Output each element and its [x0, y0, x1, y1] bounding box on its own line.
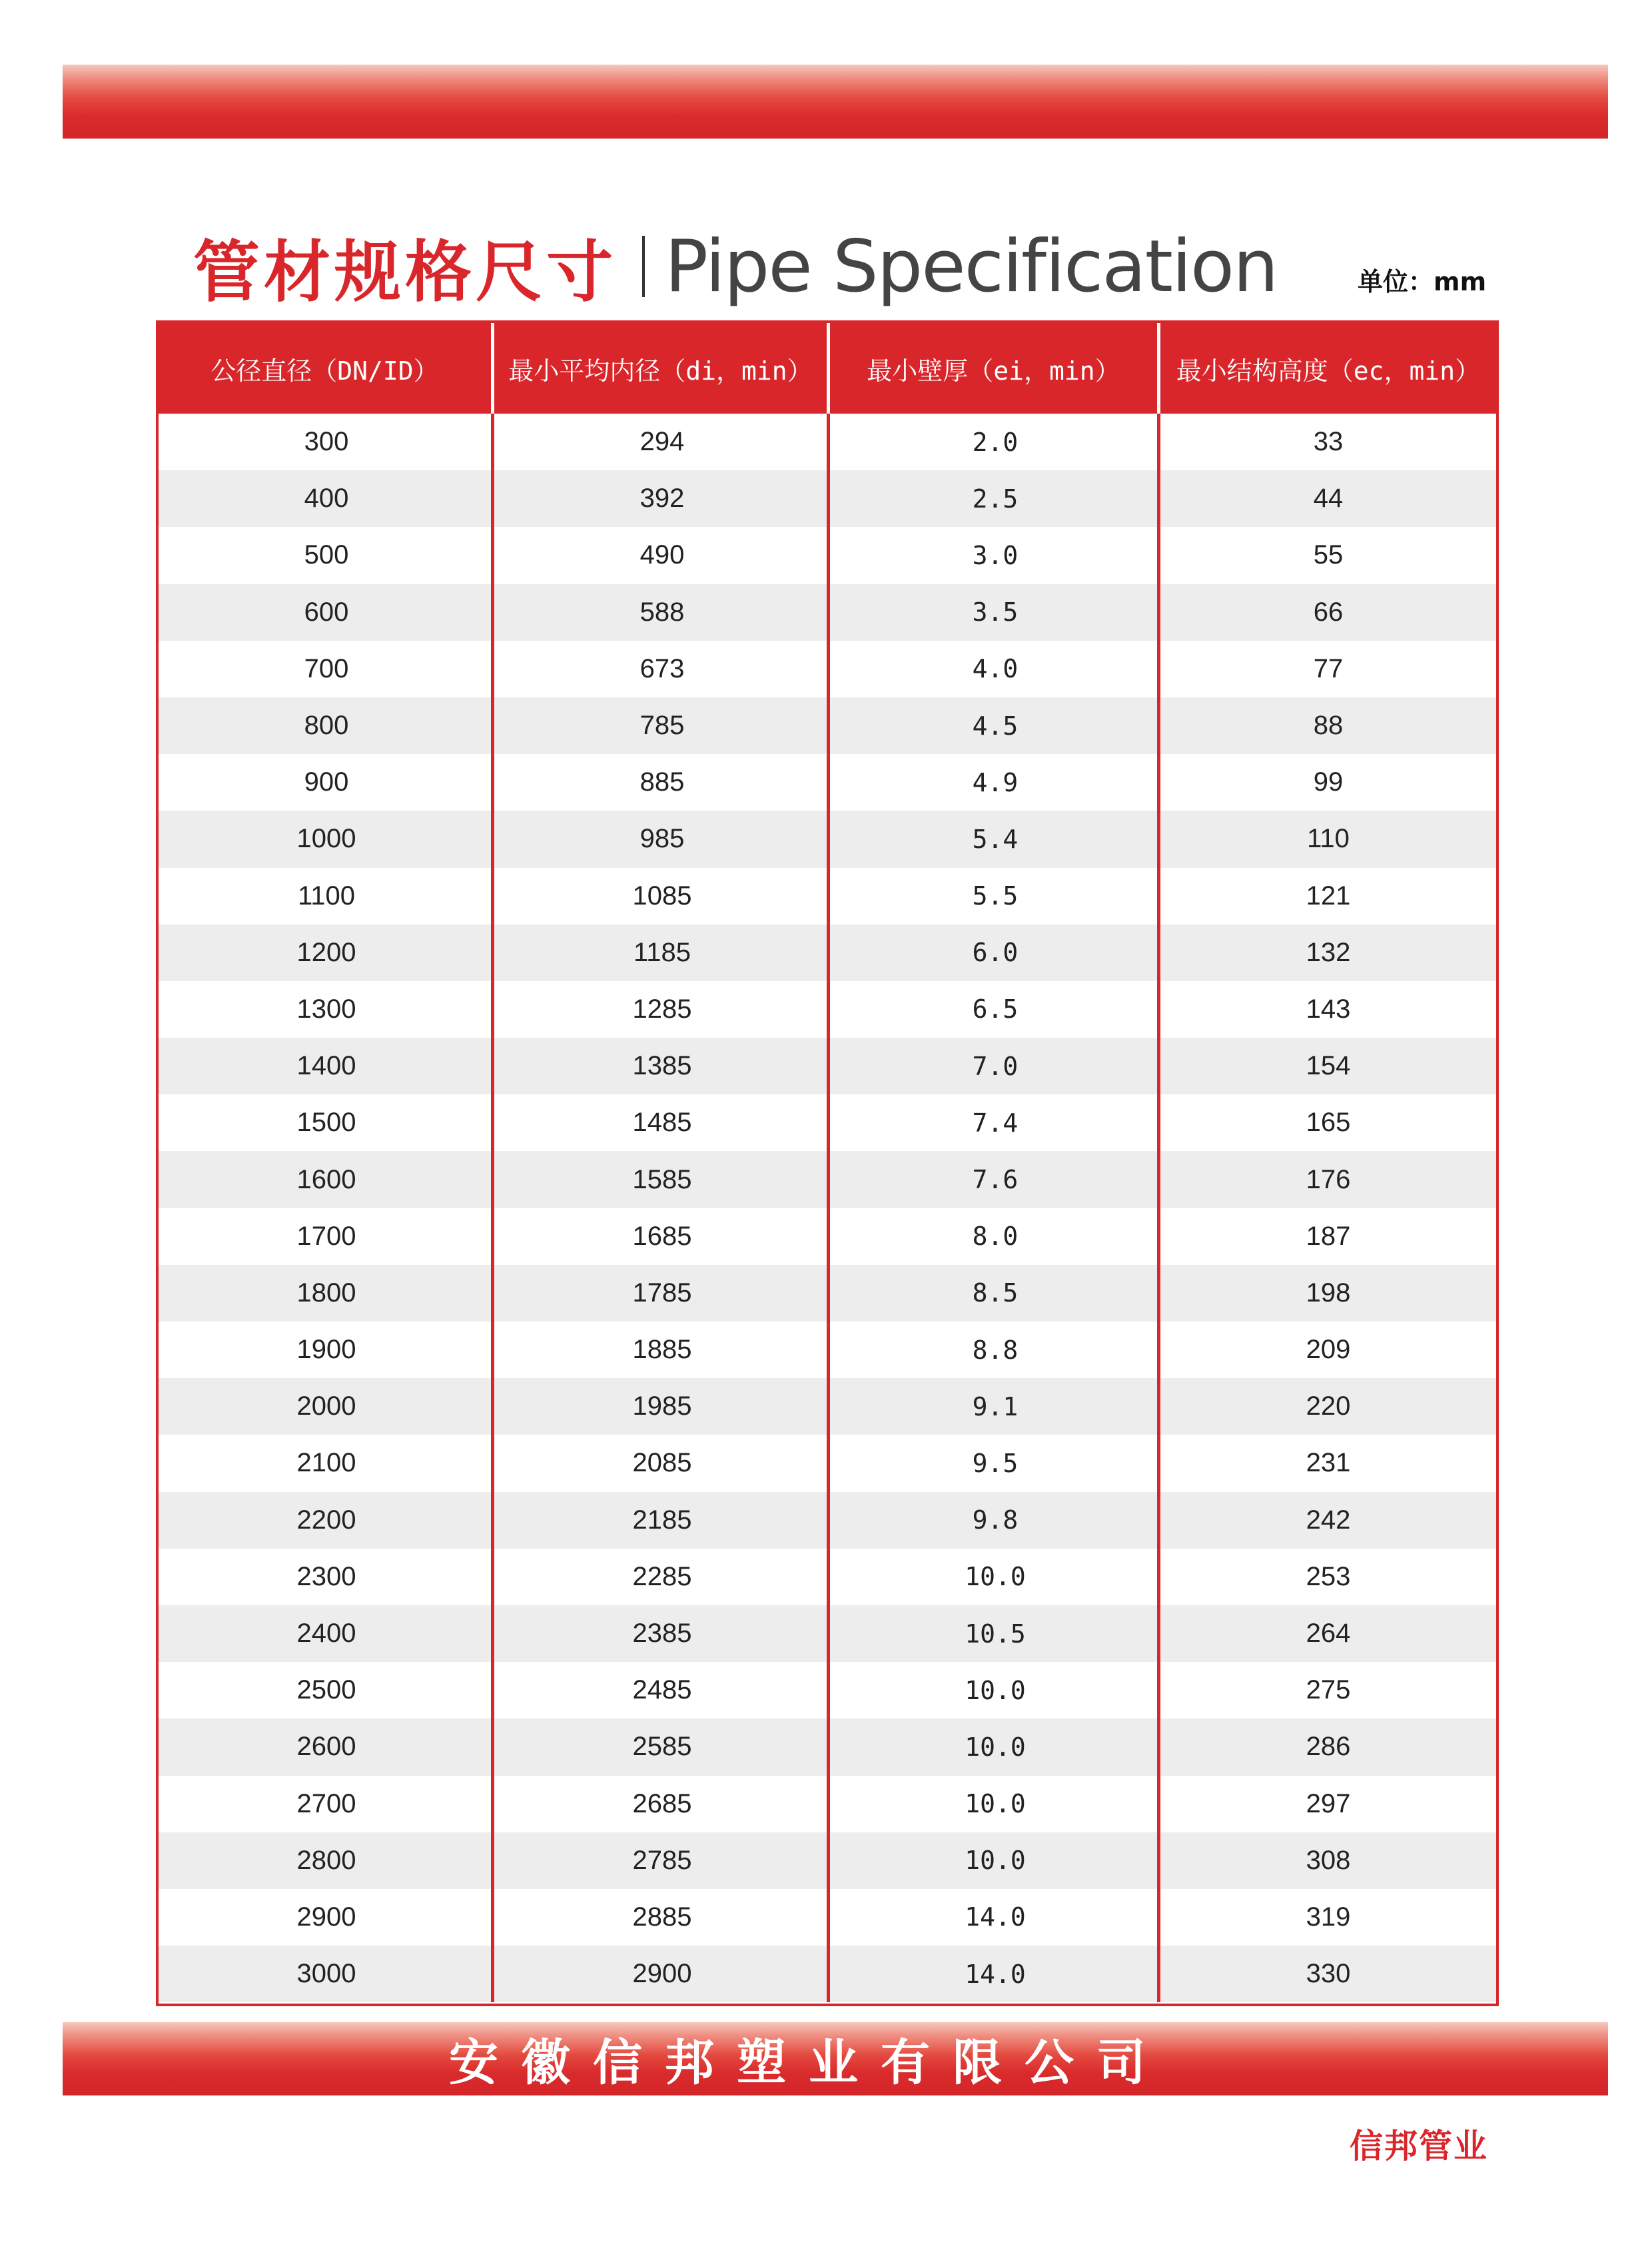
cell-min-wall-thickness: 10.0: [965, 1789, 1026, 1819]
header-min-wall-thickness: 最小壁厚（ei，min）: [830, 323, 1160, 414]
cell-min-wall-thickness: 8.5: [972, 1278, 1019, 1308]
cell-nominal-diameter: 1700: [296, 1221, 356, 1251]
cell-nominal-diameter: 2500: [296, 1675, 356, 1705]
cell-min-wall-thickness: 4.0: [972, 654, 1019, 684]
cell-min-wall-thickness: 3.5: [972, 597, 1019, 627]
cell-min-wall-thickness: 6.5: [972, 994, 1019, 1024]
cell-min-inner-diameter: 885: [639, 767, 685, 797]
cell-min-inner-diameter: 985: [639, 824, 685, 854]
table-header-row: [159, 323, 1496, 414]
cell-min-wall-thickness: 10.0: [965, 1732, 1026, 1762]
page-title-chinese: 管材规格尺寸: [193, 233, 617, 311]
cell-min-structure-height: 110: [1307, 824, 1350, 854]
cell-min-structure-height: 242: [1306, 1505, 1351, 1535]
cell-min-inner-diameter: 2685: [632, 1788, 692, 1818]
cell-min-wall-thickness: 10.5: [965, 1619, 1026, 1649]
cell-min-structure-height: 220: [1306, 1391, 1351, 1421]
header-nominal-diameter: 公径直径（DN/ID）: [159, 323, 494, 414]
cell-min-wall-thickness: 4.9: [972, 767, 1019, 797]
cell-min-wall-thickness: 3.0: [972, 540, 1019, 570]
cell-min-inner-diameter: 1685: [632, 1221, 692, 1251]
cell-min-wall-thickness: 10.0: [965, 1562, 1026, 1592]
cell-nominal-diameter: 1200: [296, 937, 356, 967]
spec-table: [156, 320, 1499, 2006]
cell-nominal-diameter: 3000: [296, 1959, 356, 1989]
cell-min-inner-diameter: 1585: [632, 1164, 692, 1194]
cell-min-structure-height: 308: [1306, 1845, 1351, 1875]
cell-min-structure-height: 187: [1306, 1221, 1351, 1251]
cell-min-inner-diameter: 785: [639, 711, 685, 741]
cell-min-wall-thickness: 14.0: [965, 1902, 1026, 1932]
cell-min-inner-diameter: 1285: [632, 994, 692, 1024]
cell-min-inner-diameter: 490: [639, 540, 685, 570]
cell-min-wall-thickness: 9.1: [972, 1391, 1019, 1421]
header-min-inner-diameter: 最小平均内径（di，min）: [494, 323, 830, 414]
cell-min-wall-thickness: 7.4: [972, 1108, 1019, 1138]
cell-min-wall-thickness: 6.0: [972, 938, 1019, 968]
cell-nominal-diameter: 1600: [296, 1164, 356, 1194]
cell-min-inner-diameter: 673: [639, 653, 685, 683]
cell-nominal-diameter: 1300: [296, 994, 356, 1024]
cell-nominal-diameter: 300: [304, 427, 349, 457]
cell-nominal-diameter: 1000: [296, 824, 356, 854]
cell-min-structure-height: 132: [1306, 937, 1351, 967]
cell-min-wall-thickness: 10.0: [965, 1675, 1026, 1705]
cell-nominal-diameter: 1100: [297, 881, 355, 911]
cell-min-wall-thickness: 5.5: [972, 881, 1019, 911]
cell-min-structure-height: 253: [1306, 1561, 1351, 1591]
cell-min-wall-thickness: 7.6: [972, 1165, 1019, 1195]
cell-nominal-diameter: 2400: [296, 1619, 356, 1649]
cell-min-wall-thickness: 7.0: [972, 1051, 1019, 1081]
cell-nominal-diameter: 400: [304, 484, 349, 514]
cell-nominal-diameter: 500: [304, 540, 349, 570]
company-name: 安徽信邦塑业有限公司: [449, 2034, 1168, 2091]
cell-min-inner-diameter: 2885: [632, 1902, 692, 1932]
cell-min-structure-height: 209: [1306, 1335, 1351, 1365]
cell-min-wall-thickness: 2.0: [972, 427, 1019, 457]
cell-min-inner-diameter: 294: [639, 427, 685, 457]
cell-min-wall-thickness: 9.5: [972, 1448, 1019, 1478]
brand-logo-text: 信邦管业: [1350, 2127, 1488, 2165]
cell-nominal-diameter: 2800: [296, 1845, 356, 1875]
cell-min-structure-height: 44: [1313, 484, 1344, 514]
column-divider: [491, 414, 494, 2002]
cell-min-structure-height: 286: [1306, 1732, 1351, 1762]
cell-nominal-diameter: 2700: [296, 1788, 356, 1818]
cell-min-inner-diameter: 2785: [632, 1845, 692, 1875]
cell-min-structure-height: 275: [1306, 1675, 1351, 1705]
cell-min-inner-diameter: 1085: [632, 881, 692, 911]
table-body: [159, 414, 1496, 2002]
unit-label: 单位：mm: [1358, 267, 1487, 296]
cell-min-inner-diameter: 2185: [632, 1505, 692, 1535]
cell-min-inner-diameter: 1485: [632, 1108, 692, 1138]
cell-min-inner-diameter: 2285: [632, 1561, 692, 1591]
cell-min-inner-diameter: 2385: [632, 1619, 692, 1649]
cell-min-structure-height: 77: [1313, 653, 1344, 683]
cell-min-wall-thickness: 10.0: [965, 1846, 1026, 1876]
cell-min-structure-height: 264: [1306, 1619, 1351, 1649]
cell-min-wall-thickness: 8.0: [972, 1222, 1019, 1252]
column-divider: [1157, 414, 1160, 2002]
cell-min-structure-height: 297: [1306, 1788, 1351, 1818]
cell-min-structure-height: 231: [1306, 1448, 1351, 1478]
cell-min-structure-height: 143: [1306, 994, 1351, 1024]
cell-min-structure-height: 319: [1306, 1902, 1351, 1932]
cell-min-structure-height: 330: [1306, 1959, 1351, 1989]
cell-min-structure-height: 33: [1313, 427, 1344, 457]
cell-nominal-diameter: 1400: [296, 1051, 356, 1081]
cell-nominal-diameter: 1800: [296, 1278, 356, 1308]
cell-min-inner-diameter: 2900: [632, 1959, 692, 1989]
cell-min-inner-diameter: 1885: [632, 1335, 692, 1365]
column-divider: [827, 414, 830, 2002]
cell-min-inner-diameter: 1185: [633, 937, 691, 967]
cell-nominal-diameter: 2100: [296, 1448, 356, 1478]
cell-min-inner-diameter: 1385: [632, 1051, 692, 1081]
cell-min-structure-height: 66: [1313, 597, 1344, 627]
cell-nominal-diameter: 800: [304, 711, 349, 741]
cell-min-structure-height: 154: [1306, 1051, 1351, 1081]
cell-min-inner-diameter: 588: [639, 597, 685, 627]
bottom-banner: [63, 2022, 1608, 2095]
cell-nominal-diameter: 2300: [296, 1561, 356, 1591]
cell-min-wall-thickness: 9.8: [972, 1505, 1019, 1535]
cell-min-wall-thickness: 2.5: [972, 484, 1019, 514]
cell-min-inner-diameter: 1985: [632, 1391, 692, 1421]
cell-nominal-diameter: 2600: [296, 1732, 356, 1762]
cell-min-structure-height: 55: [1313, 540, 1344, 570]
cell-min-wall-thickness: 4.5: [972, 711, 1019, 741]
cell-min-structure-height: 88: [1313, 711, 1344, 741]
cell-min-wall-thickness: 14.0: [965, 1959, 1026, 1989]
cell-min-wall-thickness: 5.4: [972, 824, 1019, 854]
cell-nominal-diameter: 1900: [296, 1335, 356, 1365]
cell-nominal-diameter: 2900: [296, 1902, 356, 1932]
cell-nominal-diameter: 900: [304, 767, 349, 797]
top-banner: [63, 65, 1608, 139]
header-min-structure-height: 最小结构高度（ec，min）: [1176, 356, 1481, 386]
cell-min-inner-diameter: 2085: [632, 1448, 692, 1478]
cell-min-inner-diameter: 1785: [632, 1278, 692, 1308]
cell-min-structure-height: 121: [1306, 881, 1351, 911]
cell-min-structure-height: 176: [1306, 1164, 1351, 1194]
cell-nominal-diameter: 600: [304, 597, 349, 627]
cell-min-wall-thickness: 8.8: [972, 1335, 1019, 1365]
cell-nominal-diameter: 1500: [296, 1108, 356, 1138]
cell-nominal-diameter: 2200: [296, 1505, 356, 1535]
cell-min-inner-diameter: 2485: [632, 1675, 692, 1705]
cell-min-structure-height: 165: [1306, 1108, 1351, 1138]
title-divider: [642, 236, 645, 297]
cell-nominal-diameter: 700: [304, 653, 349, 683]
cell-min-structure-height: 198: [1306, 1278, 1351, 1308]
title-row: [193, 223, 1278, 310]
cell-min-inner-diameter: 2585: [632, 1732, 692, 1762]
cell-nominal-diameter: 2000: [296, 1391, 356, 1421]
page-title-english: Pipe Specification: [665, 224, 1278, 308]
cell-min-structure-height: 99: [1313, 767, 1344, 797]
cell-min-inner-diameter: 392: [639, 484, 685, 514]
